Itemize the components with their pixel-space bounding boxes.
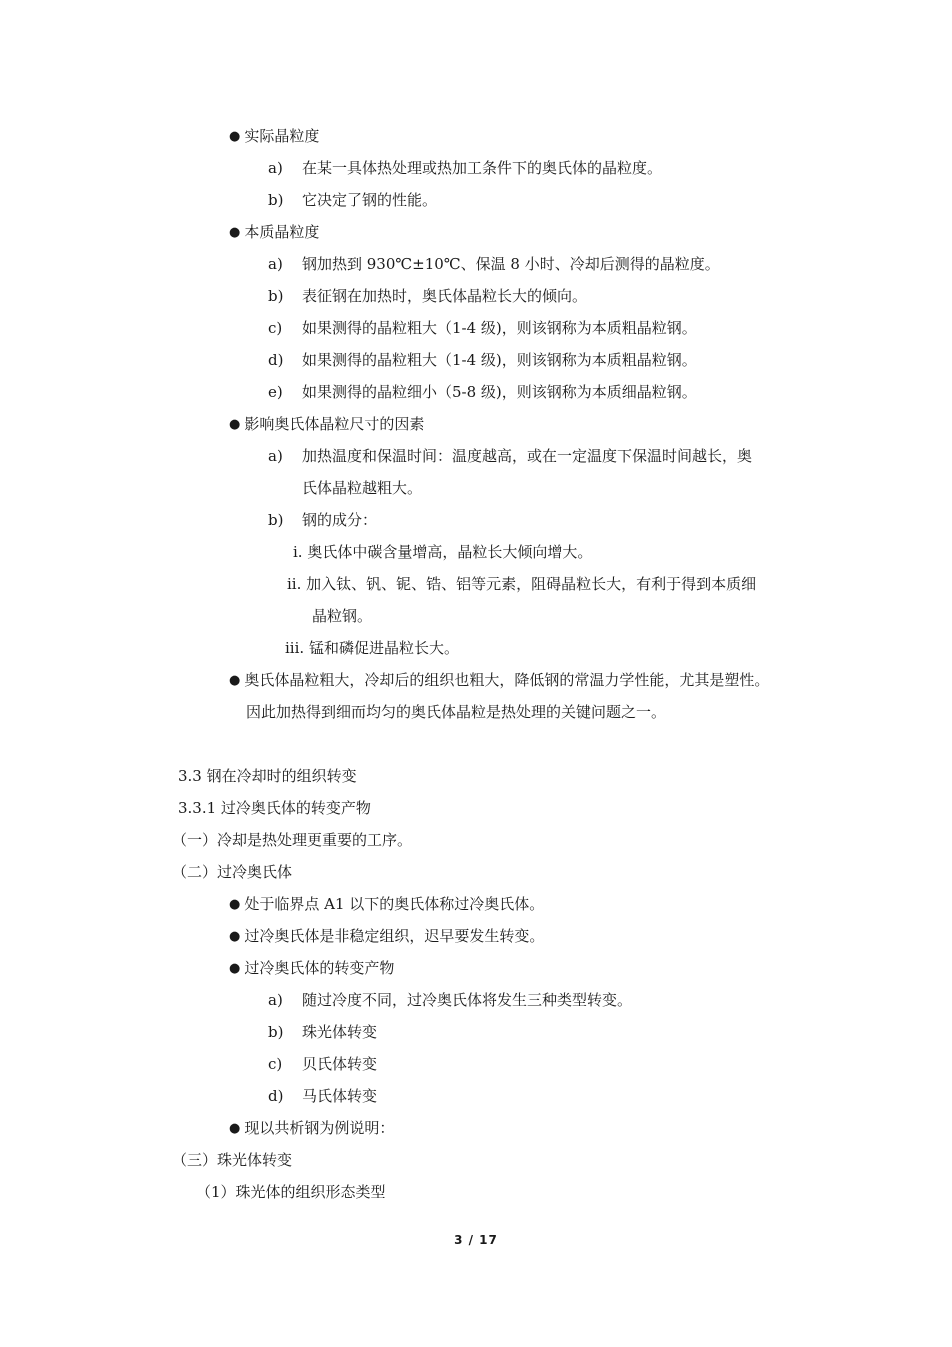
sub-list-item: i. 奥氏体中碳含量增高，晶粒长大倾向增大。 <box>293 543 593 561</box>
heading-intrinsic-grain: 本质晶粒度 <box>244 223 320 241</box>
part-heading-3: （三）珠光体转变 <box>172 1151 293 1169</box>
page-number: 3 / 17 <box>454 1233 498 1247</box>
bullet-factors <box>229 414 424 436</box>
heading-factors: 影响奥氏体晶粒尺寸的因素 <box>244 415 425 433</box>
bullet-products: ● 过冷奥氏体的转变产物 <box>229 958 394 980</box>
section-heading-3-3-1: 3.3.1 过冷奥氏体的转变产物 <box>178 799 371 817</box>
list-item: c) 如果测得的晶粒粗大（1-4 级)，则该钢称为本质粗晶粒钢。 <box>268 319 697 337</box>
sub-list-item: ii. 加入钛、钒、铌、锆、铝等元素，阻碍晶粒长大，有利于得到本质细 <box>287 575 757 593</box>
sub-list-item: iii. 锰和磷促进晶粒长大。 <box>285 639 459 657</box>
list-item: a) 加热温度和保温时间：温度越高，或在一定温度下保温时间越长，奥 <box>268 447 753 465</box>
list-item: b) 珠光体转变 <box>268 1023 378 1041</box>
list-item: a) 随过冷度不同，过冷奥氏体将发生三种类型转变。 <box>268 991 633 1009</box>
part-heading-1: （一）冷却是热处理更重要的工序。 <box>172 831 413 849</box>
list-item: b) 钢的成分： <box>268 511 378 529</box>
list-item: c) 贝氏体转变 <box>268 1055 378 1073</box>
bullet-actual-grain <box>229 126 319 148</box>
list-item: a) 在某一具体热处理或热加工条件下的奥氏体的晶粒度。 <box>268 159 663 177</box>
list-item: e) 如果测得的晶粒细小（5-8 级)，则该钢称为本质细晶粒钢。 <box>268 383 697 401</box>
part-heading-2: （二）过冷奥氏体 <box>172 863 293 881</box>
coarse-note-continuation: 因此加热得到细而均匀的奥氏体晶粒是热处理的关键问题之一。 <box>246 703 667 721</box>
list-item: b) 它决定了钢的性能。 <box>268 191 438 209</box>
list-item: b) 表征钢在加热时，奥氏体晶粒长大的倾向。 <box>268 287 588 305</box>
bullet-intrinsic-grain <box>229 222 319 244</box>
section-heading-3-3: 3.3 钢在冷却时的组织转变 <box>178 767 357 785</box>
sub-heading-pearlite-types: （1）珠光体的组织形态类型 <box>196 1183 386 1201</box>
bullet-example: ● 现以共析钢为例说明： <box>229 1118 394 1140</box>
list-item-continuation: 氏体晶粒越粗大。 <box>302 479 423 497</box>
bullet-item: ● 过冷奥氏体是非稳定组织，迟早要发生转变。 <box>229 926 544 948</box>
sub-list-item-continuation: 晶粒钢。 <box>312 607 373 625</box>
bullet-coarse-note: ● 奥氏体晶粒粗大，冷却后的组织也粗大，降低钢的常温力学性能，尤其是塑性。 <box>229 670 769 692</box>
list-item: d) 马氏体转变 <box>268 1087 378 1105</box>
heading-actual-grain: 实际晶粒度 <box>244 127 320 145</box>
list-item: a) 钢加热到 930℃±10℃、保温 8 小时、冷却后测得的晶粒度。 <box>268 255 720 273</box>
bullet-item: ● 处于临界点 A1 以下的奥氏体称过冷奥氏体。 <box>229 894 544 916</box>
list-item: d) 如果测得的晶粒粗大（1-4 级)，则该钢称为本质粗晶粒钢。 <box>268 351 697 369</box>
